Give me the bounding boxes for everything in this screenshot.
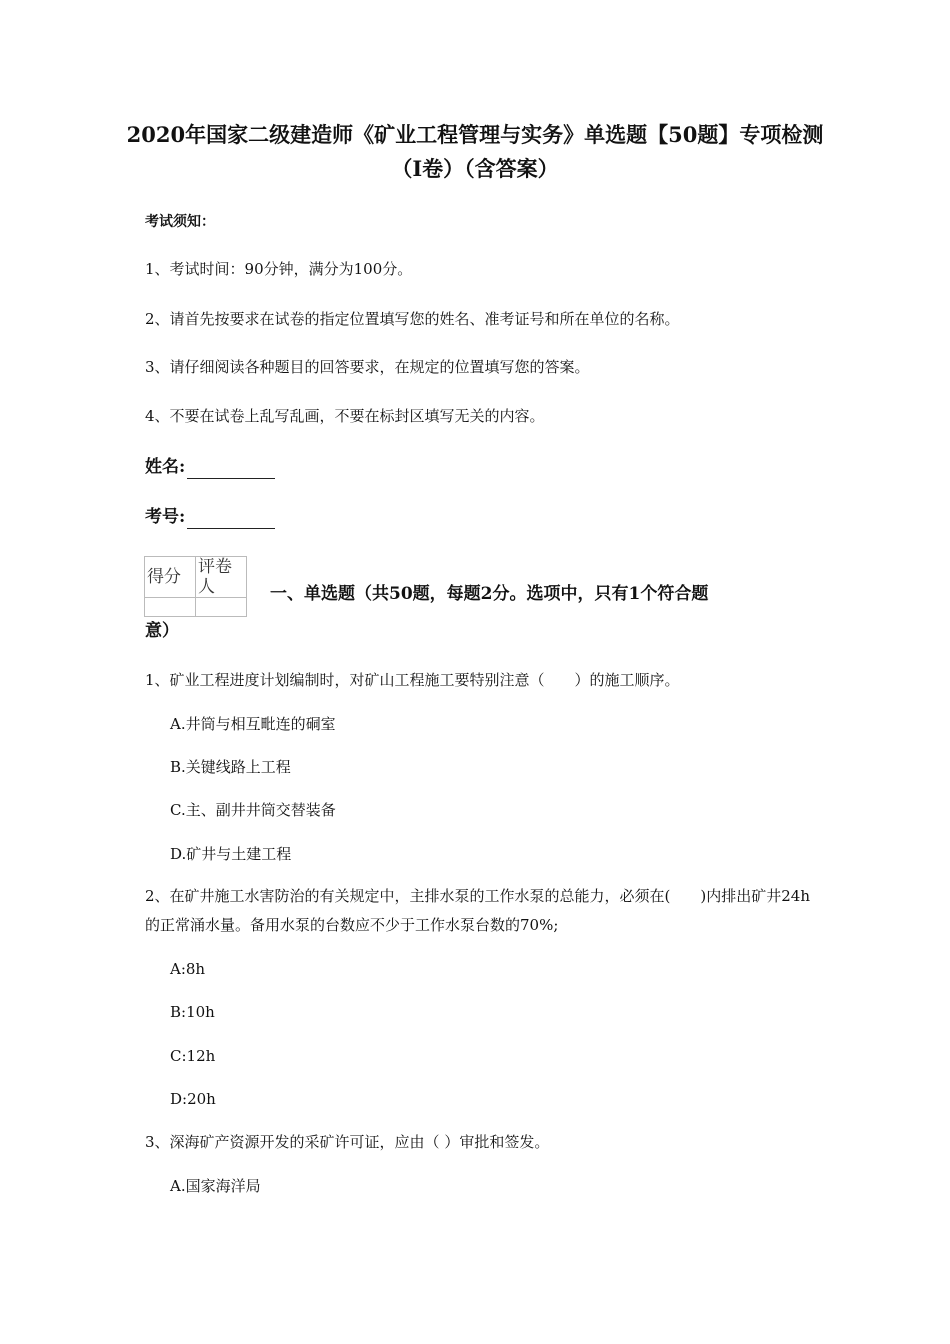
notice-item: 2、请首先按要求在试卷的指定位置填写您的姓名、准考证号和所在单位的名称。 <box>145 310 680 328</box>
score-table <box>144 556 247 617</box>
question-text: 2、在矿井施工水害防治的有关规定中，主排水泵的工作水泵的总能力，必须在( )内排出矿井24h的正常涌水量。备用水泵的台数应不少于工作水泵台数的70%; <box>145 887 810 934</box>
name-label: 姓名: <box>145 457 186 477</box>
question-text: 3、深海矿产资源开发的采矿许可证，应由（ ）审批和签发。 <box>145 1133 550 1151</box>
question-option: A:8h <box>170 960 206 978</box>
grader-cell[interactable] <box>196 598 247 617</box>
score-header: 得分 <box>145 557 196 598</box>
grader-header: 评卷人 <box>196 557 247 598</box>
notice-heading: 考试须知： <box>145 214 215 230</box>
question-option: B:10h <box>170 1003 215 1021</box>
question-option: A.国家海洋局 <box>170 1177 261 1195</box>
name-blank[interactable] <box>187 460 275 479</box>
question-option: C:12h <box>170 1047 216 1065</box>
question-option: D:20h <box>170 1090 216 1108</box>
section-heading: 一、单选题（共50题，每题2分。选项中，只有1个符合题 <box>270 584 709 604</box>
notice-item: 3、请仔细阅读各种题目的回答要求，在规定的位置填写您的答案。 <box>145 358 590 376</box>
question-option: D.矿井与土建工程 <box>170 845 292 863</box>
name-field <box>145 455 275 479</box>
notice-item: 1、考试时间：90分钟，满分为100分。 <box>145 260 413 278</box>
section-heading-cont: 意） <box>145 621 179 641</box>
notice-item: 4、不要在试卷上乱写乱画，不要在标封区填写无关的内容。 <box>145 407 545 425</box>
question-text: 1、矿业工程进度计划编制时，对矿山工程施工要特别注意（ ）的施工顺序。 <box>145 671 680 689</box>
question-option: B.关键线路上工程 <box>170 758 291 776</box>
score-cell[interactable] <box>145 598 196 617</box>
question-option: A.井筒与相互毗连的硐室 <box>170 715 336 733</box>
question-option: C.主、副井井筒交替装备 <box>170 801 336 819</box>
exam-id-blank[interactable] <box>187 510 275 529</box>
document-title: 2020年国家二级建造师《矿业工程管理与实务》单选题【50题】专项检测（I卷）（含答案） <box>126 122 824 181</box>
exam-id-field <box>145 505 275 529</box>
exam-id-label: 考号: <box>145 507 186 527</box>
